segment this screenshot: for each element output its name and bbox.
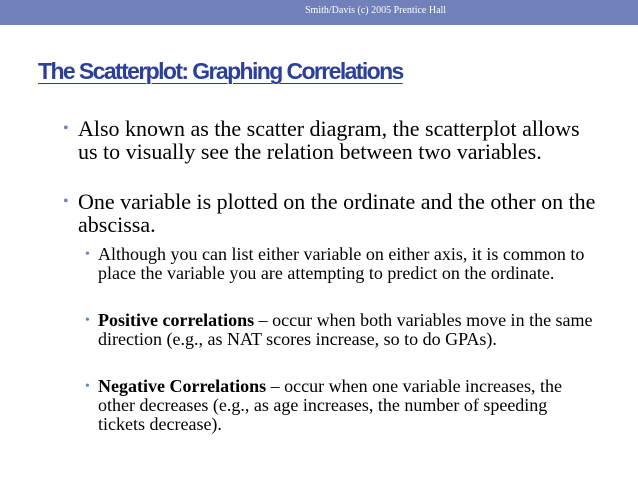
sub-bullet-term: Negative Correlations xyxy=(98,376,267,396)
sub-bullet-item xyxy=(85,310,598,349)
sub-bullet-text: Although you can list either variable on either axis, it is common to place the variable you are attempting to predict on the ordinate. xyxy=(98,244,585,283)
slide-title: The Scatterplot: Graphing Correlations xyxy=(38,58,403,84)
header-band xyxy=(0,0,638,25)
bullet-text: Also known as the scatter diagram, the scatterplot allows us to visually see the relation between two variables. xyxy=(78,116,580,164)
bullet-item xyxy=(63,189,598,237)
header-credit: Smith/Davis (c) 2005 Prentice Hall xyxy=(305,5,447,16)
bullet-item xyxy=(63,116,598,164)
sub-bullet-text: – occur when both variables move in the same direction (e.g., as NAT scores increase, so to do GPAs). xyxy=(98,310,593,349)
bullet-marker: • xyxy=(85,379,90,394)
bullet-marker: • xyxy=(63,120,69,137)
sub-bullet-item xyxy=(85,244,598,283)
sub-bullet-text: – occur when one variable increases, the other decreases (e.g., as age increases, the number of speeding tickets decrease). xyxy=(98,376,563,434)
bullet-marker: • xyxy=(85,313,90,328)
sub-bullet-term: Positive correlations xyxy=(98,310,255,330)
bullet-marker: • xyxy=(63,193,69,210)
sub-bullet-item xyxy=(85,376,598,434)
bullet-marker: • xyxy=(85,247,90,262)
bullet-text: One variable is plotted on the ordinate and the other on the abscissa. xyxy=(78,189,596,237)
